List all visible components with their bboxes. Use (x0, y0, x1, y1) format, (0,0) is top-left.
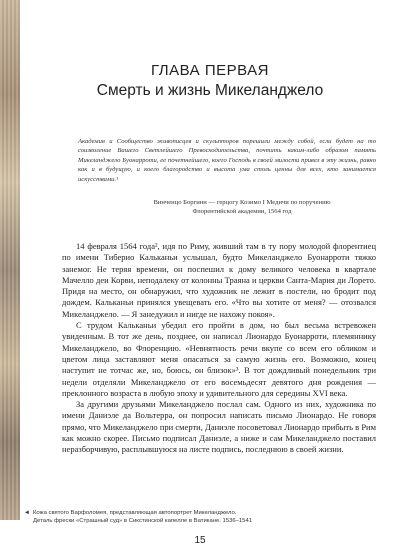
epigraph-signature-line: Винченцо Боргини — герцогу Козимо I Медичи по поручению (153, 199, 331, 206)
chapter-label: ГЛАВА ПЕРВАЯ (151, 62, 269, 79)
page-number: 15 (194, 535, 206, 546)
caption-line: Деталь фрески «Страшный суд» в Сикстинской капелле в Ватикане. 1536–1541 (33, 518, 253, 525)
image-caption (24, 509, 388, 525)
book-page (20, 0, 400, 560)
caption-line: Кожа святого Варфоломея, представляющая автопортрет Микеланджело. (33, 510, 237, 516)
epigraph-text: Академия и Сообщество живописцев и скульпторов порешили между собой, если будет на то соизволение Вашего Светлейшего Превосходительства, почтить каким-либо образом память Микеланджело Буонарроти, ее почетнейшего, коего Господь в своей милости привел в эту жизнь, равно как и в будущую, и коего благородство и высота ума столь ценны для всех, кто занимается искусствами.¹ (78, 138, 376, 183)
fresco-image-edge (0, 0, 20, 520)
chapter-title: Смерть и жизнь Микеланджело (96, 82, 324, 99)
epigraph-signature (110, 198, 374, 217)
body-paragraph: За другими друзьями Микеланджело послал сам. Одного из них, художника по имени Даниэле да Вольтерра, он попросил написать письмо Лионардо. Не говоря прямо, что Микеланджело при смерти, Даниэле посоветовал Лионардо прибыть в Рим как можно скорее. Письмо подписал Даниэле, а ниже и сам Микеланджело поставил неразборчивую, расплывшуюся на листе подпись, последнюю в своей жизни. (62, 399, 376, 455)
arrow-left-icon: ◄ (24, 510, 30, 516)
body-text (62, 241, 376, 456)
epigraph-signature-line: Флорентийской академии, 1564 год (192, 208, 292, 216)
body-paragraph: 14 февраля 1564 года², идя по Риму, живший там в ту пору молодой флорентиец по имени Тиберио Кальканьи услышал, будто Микеланджело Буонарроти тяжко занемог. Не теряя времени, он поспешил к дому великого человека в квартале Мачелло деи Корви, неподалеку от колонны Траяна и церкви Санта-Мария ди Лорето. Придя на место, он обнаружил, что художник не лежит в постели, но бродит под дождем. Кальканьи принялся увещевать его. «Что вы хотите от меня? — отозвался Микеланджело. — Я занедужил и нигде не нахожу покоя». (62, 241, 376, 319)
body-paragraph: С трудом Кальканьи убедил его пройти в дом, но был весьма встревожен увиденным. В тот же день, позднее, он написал Лионардо Буонарроти, племяннику Микеланджело, во Флоренцию. «Невнятность речи вкупе со всем его обликом и цветом лица заставляют меня опасаться за самую жизнь его. Возможно, конец наступит не тотчас же, но, боюсь, он близок»³. В тот дождливый понедельник три недели отделяли Микеланджело от его восемьдесят девятого дня рождения — преклонного возраста в любую эпоху и удивительного для середины XVI века. (62, 320, 376, 398)
